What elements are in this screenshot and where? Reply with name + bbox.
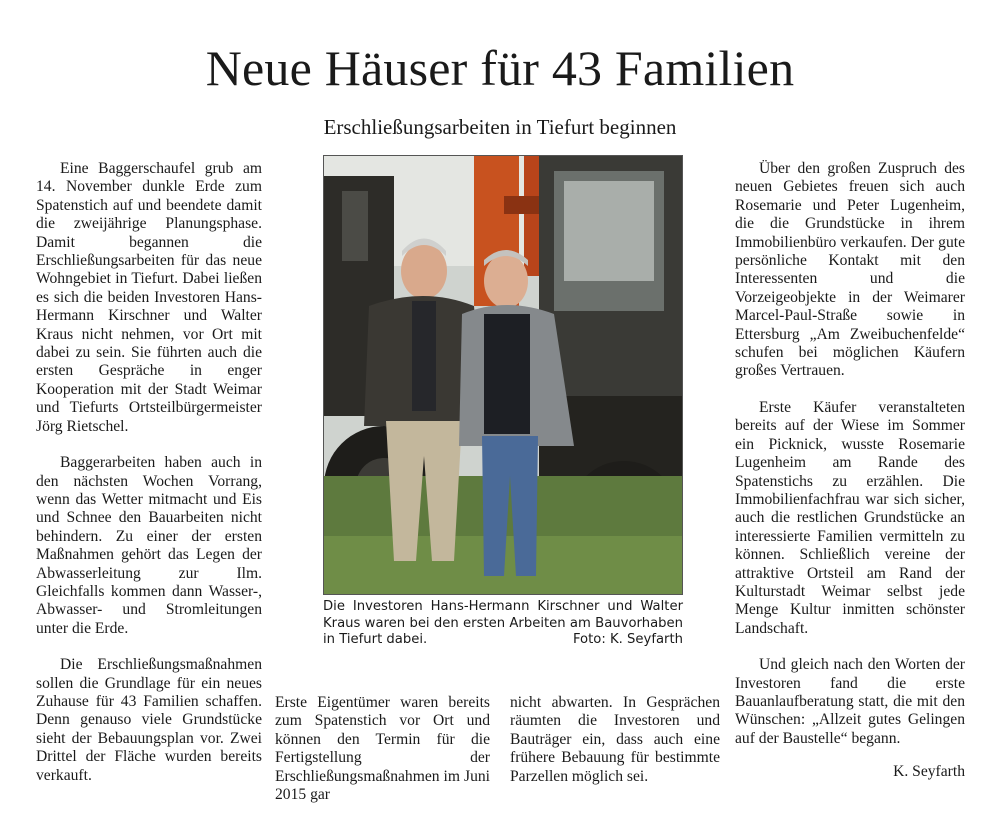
paragraph: Erste Eigentümer waren bereits zum Spatenstich vor Ort und können den Termin für die Fertigstellung der Erschließungsmaßnahmen im Juni 2015 gar <box>275 694 490 804</box>
paragraph: Erste Käufer veranstalteten bereits auf der Wiese im Sommer ein Picknick, wusste Rosemarie Lugenheim am Rande des Spatenstichs zu erzählen. Die Immobilienfachfrau war sich sicher, auch die restlichen Grundstücke an interessierte Familien vermitteln zu können. Schließlich vereine der attraktive Ortsteil am Rand der Kulturstadt Weimar selbst jede Menge Kultur inmitten schönster Landschaft. <box>735 398 965 637</box>
paragraph: Eine Baggerschaufel grub am 14. November dunkle Erde zum Spatenstich auf und beendete damit die zweijährige Planungsphase. Damit begannen die Erschließungsarbeiten für das neue Wohngebiet in Tiefurt. Dabei ließen es sich die beiden Investoren Hans-Hermann Kirschner und Walter Kraus nicht nehmen, vor Ort mit dabei zu sein. Sie führten auch die ersten Gespräche in enger Kooperation mit der Stadt Weimar und Tiefurts Ortsteilbürgermeister Jörg Rietschel. <box>36 160 262 435</box>
column-right <box>735 160 965 748</box>
column-middle-left <box>275 694 490 804</box>
paragraph: nicht abwarten. In Gesprächen räumten die Investoren und Bauträger ein, dass auch eine frühere Bebauung für bestimmte Parzellen möglich sei. <box>510 694 720 785</box>
subheadline: Erschließungsarbeiten in Tiefurt beginnen <box>323 115 677 139</box>
photo-credit: Foto: K. Seyfarth <box>572 632 683 648</box>
paragraph: Über den großen Zuspruch des neuen Gebietes freuen sich auch Rosemarie und Peter Lugenheim, die die Grundstücke in ihrem Immobilienbüro verkaufen. Der gute persönliche Kontakt mit den Interessenten und die Vorzeigeobjekte in der Weimarer Marcel-Paul-Straße sowie in Ettersburg „Am Zweibuchenfelde“ schufen bei möglichen Käufern großes Vertrauen. <box>735 160 965 380</box>
caption-text: Die Investoren Hans-Hermann Kirschner und Walter Kraus waren bei den ersten Arbeiten am Bauvorhaben in Tiefurt dabei. <box>323 599 683 648</box>
author-byline: K. Seyfarth <box>893 763 965 780</box>
paragraph: Und gleich nach den Worten der Investoren fand die erste Bauanlaufberatung statt, die mit den Wünschen: „Allzeit gutes Gelingen auf der Baustelle“ begann. <box>735 656 965 747</box>
column-middle-right <box>510 694 720 786</box>
paragraph: Die Erschließungsmaßnahmen sollen die Grundlage für ein neues Zuhause für 43 Familien schaffen. Denn genauso viele Grundstücke sieht der Bebauungsplan vor. Zwei Drittel der Fläche wurden bereits verkauft. <box>36 656 262 784</box>
headline: Neue Häuser für 43 Familien <box>205 40 795 96</box>
photo-caption <box>323 599 683 649</box>
paragraph: Baggerarbeiten haben auch in den nächsten Wochen Vorrang, wenn das Wetter mitmacht und Eis und Schnee den Bauarbeiten nicht behindern. Zu einer der ersten Maßnahmen gehört das Legen der Abwasserleitung zur Ilm. Gleichfalls kommen dann Wasser-, Abwasser- und Stromleitungen unter die Erde. <box>36 454 262 637</box>
column-left <box>36 160 262 785</box>
article-photo <box>323 155 683 595</box>
